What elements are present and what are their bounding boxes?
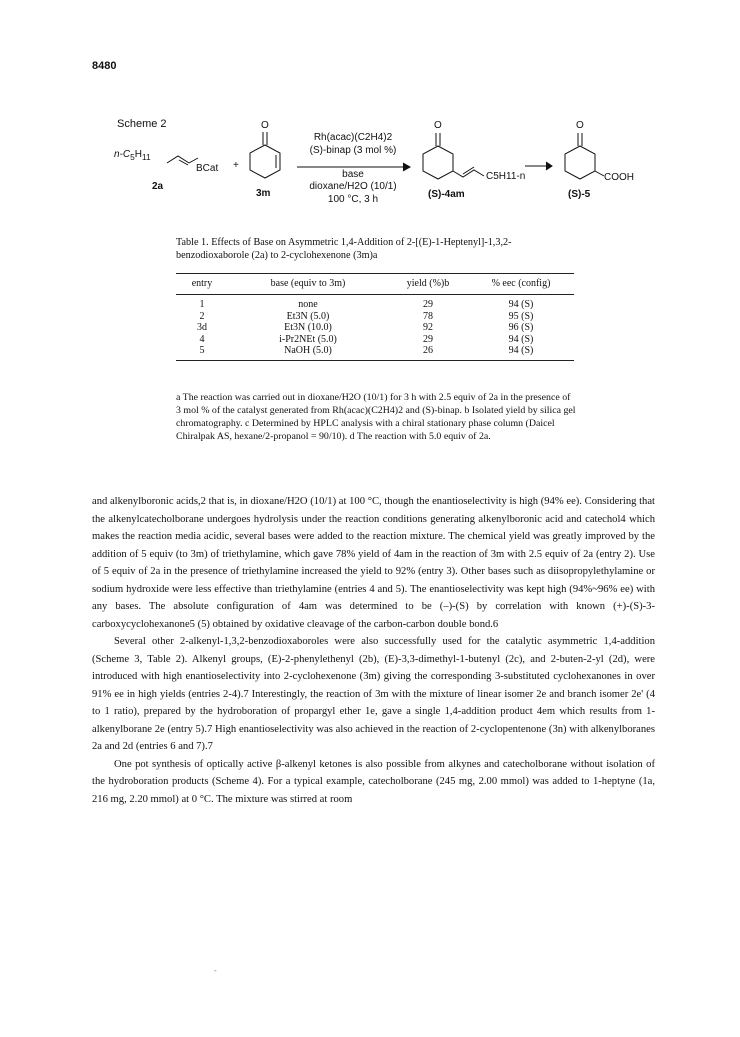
- carbonyl-o-3m: O: [261, 120, 269, 131]
- table-row: [176, 295, 574, 311]
- body-text: [92, 493, 655, 808]
- scheme-label: Scheme 2: [117, 118, 167, 130]
- carbonyl-o-5: O: [576, 120, 584, 131]
- acid-label-5: (S)-5: [568, 189, 591, 200]
- cyclohexenone-ring-3m: [250, 132, 280, 178]
- header-entry: entry: [176, 274, 228, 295]
- bcat-label: BCat: [196, 163, 219, 174]
- cell-entry: 3d: [197, 322, 207, 333]
- cell-ee: 95 (S): [508, 310, 534, 322]
- cell-yield: 29: [423, 333, 433, 345]
- ligand-label: (S)-binap (3 mol %): [309, 145, 397, 156]
- body-paragraph: and alkenylboronic acids,2 that is, in dioxane/H2O (10/1) at 100 °C, though the enantioselectivity is high (94% ee). Considering that the alkenylcatecholborane undergoes hydrolysis under the reaction conditions generating alkenylboronic acid and catechol4 which makes the reaction media acidic, several bases were added to the reaction mixture. The chemical yield was greatly improved by the addition of 5 equiv (to 3m) of triethylamine, which gave 78% yield of 4am in the reaction of 3m with 2.5 equiv of 2a (entry 2). Use of 5 equiv of 2a in the presence of triethylamine increased the yield to 92% (entry 3). Other bases such as diisopropylethylamine or sodium hydroxide were less effective than triethylamine (entries 4 and 5). The enantioselectivity was kept high (94%~96% ee) with any bases. The absolute configuration of 4am was determined to be (–)-(S) by correlation with known (+)-(S)-3-carboxycyclohexanone5 (5) obtained by oxidative cleavage of the carbon-carbon double bond.6: [92, 496, 655, 630]
- table-row: [176, 322, 574, 334]
- cell-entry: 2: [199, 310, 205, 322]
- cell-ee: 94 (S): [468, 345, 574, 360]
- body-paragraph: Several other 2-alkenyl-1,3,2-benzodioxaboroles were also successfully used for the catalytic asymmetric 1,4-addition (Scheme 3, Table 2). Alkenyl groups, (E)-2-phenylethenyl (2b), (E)-3,3-dimethyl-1-butenyl (2c), and 2-buten-2-yl (2d), were introduced with high enantioselectivity into 2-cyclohexenone (3m) giving the corresponding 3-substituted cyclohexanones in over 91% ee in high yields (entries 2-4).7 Interestingly, the reaction of 3m with the mixture of linear isomer 2e and branch isomer 2e' (4 to 1 ratio), prepared by the hydroboration of propargyl ether 1e, gave a single 1,4-addition product 4em which results from 1-alkenylborane 2e (entry 5).7 High enantioselectivity was also achieved in the reaction of 2-cyclopentenone (3n) with alkenylboranes 2a and 2d (entries 6 and 7).7: [92, 636, 655, 752]
- base-label: base: [342, 169, 364, 180]
- cell-yield: 26: [388, 345, 468, 360]
- table-row: [176, 311, 574, 323]
- cell-ee: 94 (S): [508, 333, 534, 345]
- product-chain-label: C5H11-n: [486, 171, 526, 182]
- table-caption: Table 1. Effects of Base on Asymmetric 1,4-Addition of 2-[(E)-1-Heptenyl]-1,3,2-benzodioxaborole (2a) to 2-cyclohexenone (3m)a: [176, 237, 512, 261]
- cell-base: NaOH (5.0): [228, 345, 388, 360]
- label-3m: 3m: [256, 188, 271, 199]
- cell-entry: 5: [176, 345, 228, 360]
- cell-base: none: [298, 299, 318, 310]
- table-row: [176, 334, 574, 346]
- results-table: [176, 273, 574, 361]
- cell-ee: 94 (S): [508, 299, 534, 310]
- acid-ring-5: [565, 133, 604, 179]
- page-number: 8480: [92, 60, 117, 72]
- cell-ee: 96 (S): [508, 322, 534, 333]
- product-label-4am: (S)-4am: [428, 189, 465, 200]
- carbonyl-o-4am: O: [434, 120, 442, 131]
- label-2a: 2a: [152, 181, 164, 192]
- cell-entry: 1: [199, 299, 205, 310]
- body-paragraph: One pot synthesis of optically active β-alkenyl ketones is also possible from alkynes and catecholborane without isolation of the hydroboration products (Scheme 4). For a typical example, catecholborane (245 mg, 2.00 mmol) was added to 1-heptyne (1a, 216 mg, 2.20 mmol) at 0 °C. The mixture was stirred at room: [92, 758, 655, 805]
- cell-base: Et3N (5.0): [286, 310, 330, 322]
- acid-group-label: COOH: [604, 172, 634, 183]
- header-base: base (equiv to 3m): [228, 274, 388, 295]
- cell-yield: 29: [423, 299, 433, 310]
- conditions-label: 100 °C, 3 h: [327, 194, 379, 205]
- cell-yield: 78: [423, 310, 433, 322]
- alkenyl-double-bond: [179, 160, 188, 165]
- cell-base: i-Pr2NEt (5.0): [279, 333, 337, 345]
- header-yield: yield (%)b: [388, 274, 468, 295]
- table-row: [176, 345, 574, 360]
- reactant-2a-formula: $n-C_5H_{11}$: [114, 149, 151, 162]
- cell-yield: 92: [423, 322, 433, 333]
- solvent-label: dioxane/H2O (10/1): [309, 181, 397, 192]
- header-ee: % eec (config): [468, 274, 574, 295]
- plus-sign: +: [233, 160, 239, 171]
- table-footnote: a The reaction was carried out in dioxane/H2O (10/1) for 3 h with 2.5 equiv of 2a in the presence of 3 mol % of the catalyst generated from Rh(acac)(C2H4)2 and (S)-binap. b Isolated yield by silica gel chromatography. c Determined by HPLC analysis with a chiral stationary phase column (Daicel Chiralpak AS, hexane/2-propanol = 90/10). d The reaction with 5.0 equiv of 2a.: [176, 392, 576, 442]
- alkenyl-chain-2a: [167, 156, 189, 163]
- cell-entry: 4: [199, 333, 205, 345]
- cell-base: Et3N (10.0): [284, 322, 332, 333]
- stray-mark: -: [214, 966, 217, 975]
- table-header-row: [176, 274, 574, 295]
- product-ring-4am: [423, 133, 484, 179]
- catalyst-label: Rh(acac)(C2H4)2: [313, 132, 393, 143]
